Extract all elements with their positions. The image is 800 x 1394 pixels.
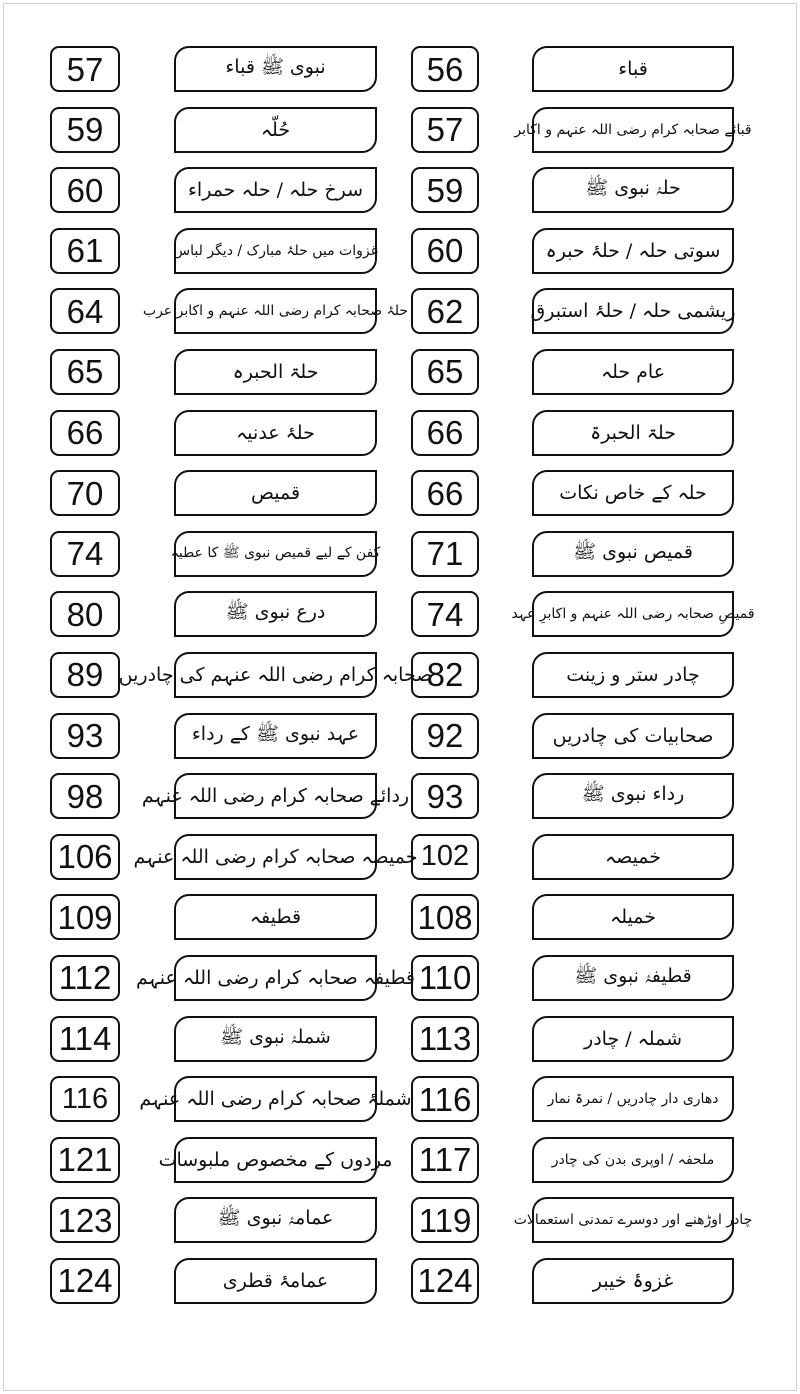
right-page-number: 71 [411,531,479,577]
left-page-number: 61 [50,228,120,274]
middle-topic-title[interactable]: قطیفہ صحابہ کرام رضی اللہ عنہم [174,955,377,1001]
middle-topic-title[interactable]: مردوں کے مخصوص ملبوسات [174,1137,377,1183]
left-page-number: 57 [50,46,120,92]
index-row [0,652,800,713]
middle-topic-title[interactable]: قمیص [174,470,377,516]
index-row [0,288,800,349]
index-row [0,470,800,531]
left-page-number: 121 [50,1137,120,1183]
right-page-number: 65 [411,349,479,395]
right-topic-title[interactable]: قطیفۂ نبوی ﷺ [532,955,734,1001]
index-row [0,167,800,228]
right-topic-title[interactable]: خمیلہ [532,894,734,940]
right-page-number: 82 [411,652,479,698]
right-topic-title[interactable]: حلۃ الحبرۃ [532,410,734,456]
right-topic-title[interactable]: عام حلہ [532,349,734,395]
index-row [0,1016,800,1077]
left-page-number: 89 [50,652,120,698]
left-page-number: 80 [50,591,120,637]
right-page-number: 113 [411,1016,479,1062]
middle-topic-title[interactable]: صحابہ کرام رضی اللہ عنہم کی چادریں [174,652,377,698]
right-page-number: 56 [411,46,479,92]
index-row [0,107,800,168]
right-page-number: 66 [411,410,479,456]
left-page-number: 98 [50,773,120,819]
right-topic-title[interactable]: قبائے صحابہ کرام رضی اللہ عنہم و اکابر [532,107,734,153]
right-page-number: 110 [411,955,479,1001]
left-page-number: 124 [50,1258,120,1304]
index-row [0,531,800,592]
right-topic-title[interactable]: قمیصِ صحابہ رضی اللہ عنہم و اکابرِ عہد [532,591,734,637]
index-row [0,773,800,834]
middle-topic-title[interactable]: ردائے صحابہ کرام رضی اللہ عنہم [174,773,377,819]
left-page-number: 123 [50,1197,120,1243]
left-page-number: 106 [50,834,120,880]
left-page-number: 70 [50,470,120,516]
index-table [0,46,800,1318]
middle-topic-title[interactable]: عمامۂ قطری [174,1258,377,1304]
index-row [0,834,800,895]
index-row [0,1137,800,1198]
right-topic-title[interactable]: دھاری دار چادریں / نمرۃ نمار [532,1076,734,1122]
left-page-number: 60 [50,167,120,213]
right-topic-title[interactable]: ریشمی حلہ / حلۂ استبرق [532,288,734,334]
middle-topic-title[interactable]: کفن کے لیے قمیص نبوی ﷺ کا عطیہ [174,531,377,577]
index-row [0,713,800,774]
right-page-number: 93 [411,773,479,819]
right-page-number: 108 [411,894,479,940]
middle-topic-title[interactable]: حلۂ عدنیہ [174,410,377,456]
right-topic-title[interactable]: صحابیات کی چادریں [532,713,734,759]
left-page-number: 116 [50,1076,120,1122]
right-page-number: 116 [411,1076,479,1122]
index-row [0,228,800,289]
right-page-number: 66 [411,470,479,516]
index-row [0,410,800,471]
right-page-number: 119 [411,1197,479,1243]
index-row [0,349,800,410]
right-page-number: 57 [411,107,479,153]
left-page-number: 74 [50,531,120,577]
left-page-number: 114 [50,1016,120,1062]
left-page-number: 65 [50,349,120,395]
left-page-number: 66 [50,410,120,456]
middle-topic-title[interactable]: حُلّہ [174,107,377,153]
right-page-number: 92 [411,713,479,759]
right-page-number: 102 [411,834,479,880]
right-topic-title[interactable]: رداء نبوی ﷺ [532,773,734,819]
index-row [0,591,800,652]
index-row [0,1076,800,1137]
right-page-number: 60 [411,228,479,274]
right-page-number: 124 [411,1258,479,1304]
middle-topic-title[interactable]: قطیفہ [174,894,377,940]
middle-topic-title[interactable]: غزوات میں حلۂ مبارک / دیگر لباس [174,228,377,274]
middle-topic-title[interactable]: شملۂ نبوی ﷺ [174,1016,377,1062]
right-topic-title[interactable]: سوتی حلہ / حلۂ حبرہ [532,228,734,274]
middle-topic-title[interactable]: نبوی ﷺ قباء [174,46,377,92]
index-row [0,46,800,107]
right-topic-title[interactable]: حلۂ نبوی ﷺ [532,167,734,213]
right-topic-title[interactable]: قباء [532,46,734,92]
index-row [0,894,800,955]
right-page-number: 74 [411,591,479,637]
right-page-number: 117 [411,1137,479,1183]
right-topic-title[interactable]: ملحفہ / اوپری بدن کی چادر [532,1137,734,1183]
right-topic-title[interactable]: غزوۂ خیبر [532,1258,734,1304]
middle-topic-title[interactable]: خمیصہ صحابہ کرام رضی اللہ عنہم [174,834,377,880]
middle-topic-title[interactable]: حلۂ صحابہ کرام رضی اللہ عنہم و اکابر عرب [174,288,377,334]
middle-topic-title[interactable]: حلۃ الحبرہ [174,349,377,395]
left-page-number: 64 [50,288,120,334]
left-page-number: 109 [50,894,120,940]
right-topic-title[interactable]: شملہ / چادر [532,1016,734,1062]
right-page-number: 59 [411,167,479,213]
index-row [0,1197,800,1258]
index-row [0,955,800,1016]
right-topic-title[interactable]: چادر اوڑھنے اور دوسرے تمدنی استعمالات [532,1197,734,1243]
middle-topic-title[interactable]: سرخ حلہ / حلہ حمراء [174,167,377,213]
right-topic-title[interactable]: چادر ستر و زینت [532,652,734,698]
right-page-number: 62 [411,288,479,334]
middle-topic-title[interactable]: درع نبوی ﷺ [174,591,377,637]
left-page-number: 59 [50,107,120,153]
right-topic-title[interactable]: قمیص نبوی ﷺ [532,531,734,577]
index-row [0,1258,800,1319]
left-page-number: 112 [50,955,120,1001]
middle-topic-title[interactable]: شملۂ صحابہ کرام رضی اللہ عنہم [174,1076,377,1122]
middle-topic-title[interactable]: عمامۂ نبوی ﷺ [174,1197,377,1243]
right-topic-title[interactable]: خمیصہ [532,834,734,880]
middle-topic-title[interactable]: عہد نبوی ﷺ کے رداء [174,713,377,759]
right-topic-title[interactable]: حلہ کے خاص نکات [532,470,734,516]
left-page-number: 93 [50,713,120,759]
